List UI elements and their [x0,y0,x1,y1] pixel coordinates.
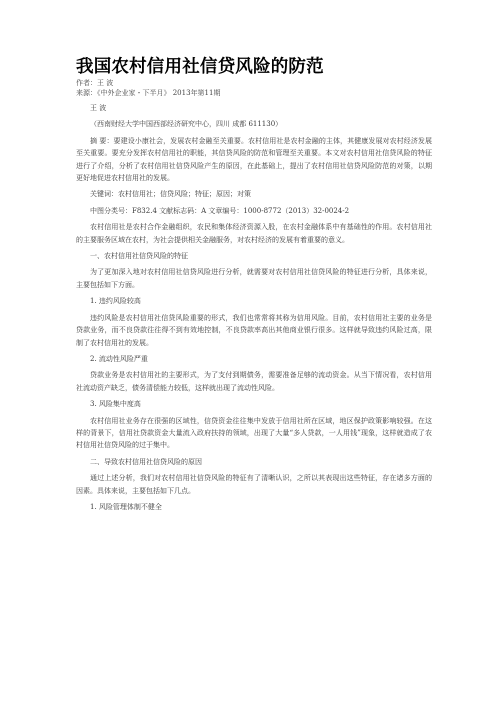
section-heading: 一、农村信用社信贷风险的特征 [90,252,188,261]
author-name: 王 波 [90,104,107,112]
intro-paragraph: 农村信用社是农村合作金融组织，农民和集体经济资源入股，在农村金融体系中有基础性的作用。农村信用社的主要服务区域在农村，为社会提供相关金融服务，对农村经济的发展有着重要的意义。 [76,223,432,244]
paragraph: 贷款业务是农村信用社的主要形式，为了支付到期债务，需要准备足够的流动资金。从当下情况看，农村信用社流动资产缺乏，债务清偿能力较低，这样就出现了流动性风险。 [76,371,432,392]
subsection-heading: 2. 流动性风险严重 [90,354,148,363]
affiliation: （西南财经大学中国西部经济研究中心，四川 成都 611130） [90,120,283,129]
author-line: 作者：王 波 [76,79,114,87]
section-heading: 二、导致农村信用社信贷风险的原因 [90,457,202,466]
abstract: 摘 要：要建设小康社会，发展农村金融至关重要。农村信用社是农村金融的主体，其健康发展对农村经济发展至关重要。要充分发挥农村信用社的职能，其信贷风险的防范和管理至关重要。本文对农村信用社信贷风险的特征进行了介绍，分析了农村信用社信贷风险产生的原因，在此基础上，提出了农村信用社信贷风险防范的对策，以期更好地促进农村信用社的发展。 [76,136,432,183]
keywords: 关键词：农村信用社；信贷风险；特征；原因；对策 [90,190,251,199]
subsection-heading: 3. 风险集中度高 [90,400,141,409]
article [76,56,432,513]
source-line: 来源：《中外企业家・下半月》 2013年第11期 [76,89,221,97]
article-title: 我国农村信用社信贷风险的防范 [76,57,324,77]
paragraph: 违约风险是农村信用社信贷风险重要的形式，我们也常常将其称为信用风险。目前，农村信用社主要的业务是贷款业务，而不良贷款往往得不到有效地控制，不良贷款率高出其他商业银行很多。这样就导致违约风险过高，限制了农村信用社的发展。 [76,313,432,347]
classification: 中图分类号：F832.4 文献标志码：A 文章编号：1000-8772（2013）32-0024-2 [90,206,350,215]
paragraph: 为了更加深入地对农村信用社信贷风险进行分析，就需要对农村信用社信贷风险的特征进行分析，具体来说，主要包括如下方面。 [76,268,432,289]
paragraph: 农村信用社业务存在很强的区域性，信贷资金往往集中发放于信用社所在区域，地区保护政策影响较强。在这样的背景下，信用社贷款资金大量流入政府扶持的领域，出现了大量“多人贷款，一人用钱”现象，这样就造成了农村信用社信贷风险的过于集中。 [76,416,432,450]
subsection-heading: 1. 违约风险较高 [90,297,141,306]
subsection-heading: 1. 风险管理体制不健全 [90,502,162,511]
paragraph: 通过上述分析，我们对农村信用社信贷风险的特征有了清晰认识，之所以其表现出这些特征，存在诸多方面的因素。具体来说，主要包括如下几点。 [76,474,432,495]
